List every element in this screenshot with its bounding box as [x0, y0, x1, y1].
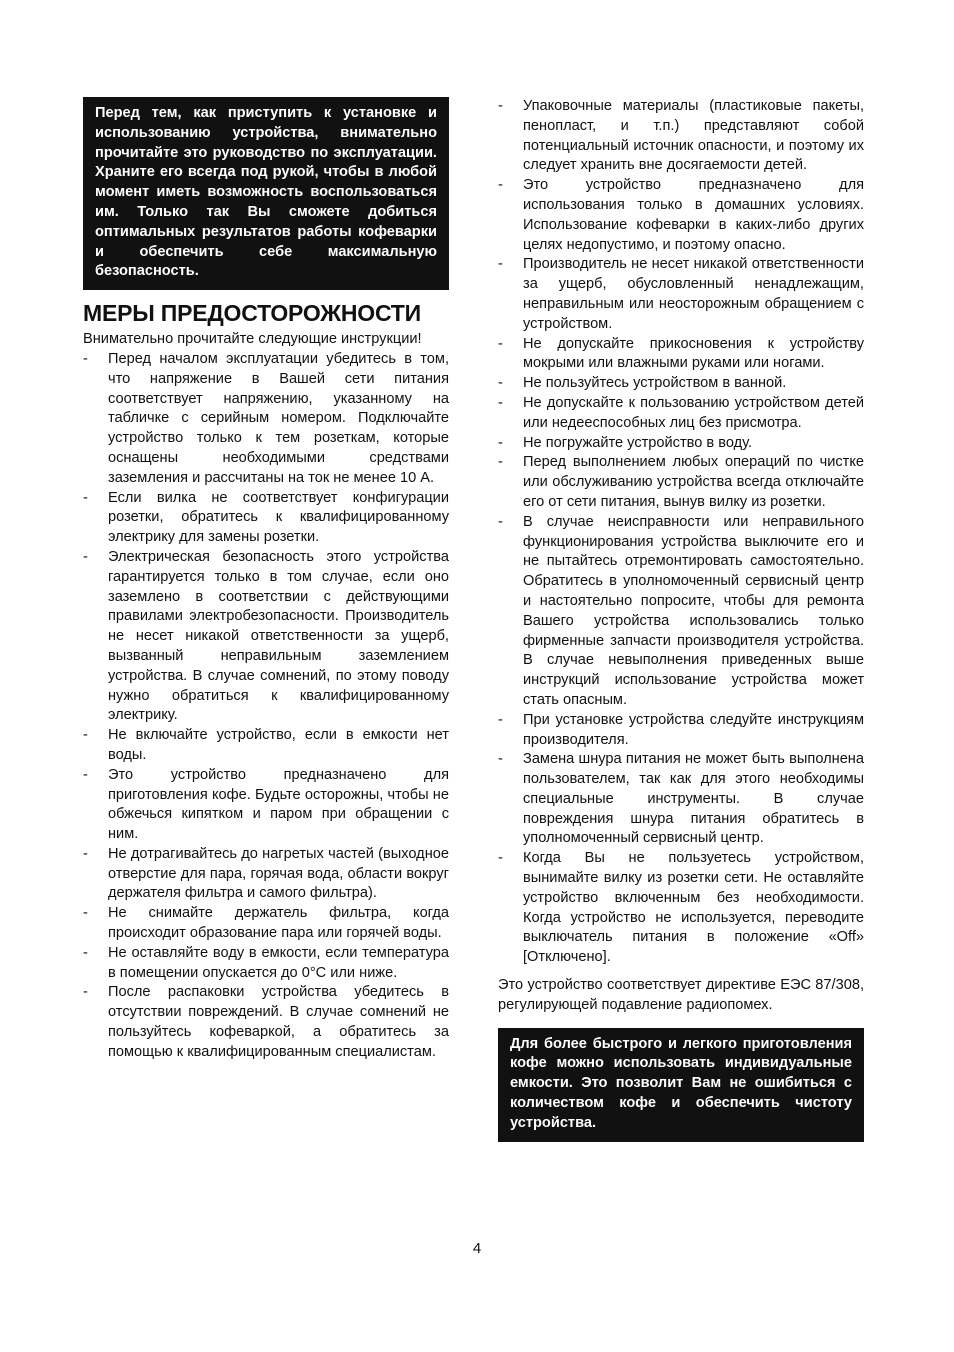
- bullet-dash: -: [498, 711, 503, 728]
- list-item: [498, 335, 864, 375]
- list-item-text: Это устройство предназначено для использования только в домашних условиях. Использование кофеварки в каких-либо других целях недопустимо, и поэтому опасно.: [523, 177, 864, 253]
- list-item-text: Перед началом эксплуатации убедитесь в том, что напряжение в Вашей сети питания соответствует напряжению, указанному на табличке с серийным номером. Подключайте устройство только к тем розеткам, которые оснащены необходимыми средствами заземления и рассчитаны на ток не менее 10 А.: [108, 350, 449, 486]
- list-item-text: Не включайте устройство, если в емкости нет воды.: [108, 727, 449, 763]
- list-item-text: Не пользуйтесь устройством в ванной.: [523, 375, 787, 392]
- bullet-dash: -: [498, 256, 503, 273]
- bullet-dash: -: [83, 845, 88, 862]
- right-column: [498, 97, 864, 1142]
- bullet-dash: -: [498, 394, 503, 411]
- list-item-text: В случае неисправности или неправильного функционирования устройства выключите его и не пытайтесь отремонтировать самостоятельно. Обратитесь в уполномоченный сервисный центр и настоятельно попросите, чтобы для ремонта Вашего устройства использовались только фирменные запчасти производителя устройства. В случае невыполнения приведенных выше инструкций использование устройства может стать опасным.: [523, 513, 864, 708]
- directive-text: Это устройство соответствует директиве ЕЭС 87/308, регулирующей подавление радиопомех.: [498, 977, 864, 1013]
- bullet-dash: -: [498, 375, 503, 392]
- bullet-dash: -: [498, 434, 503, 451]
- list-item: [498, 453, 864, 512]
- bullet-dash: -: [498, 335, 503, 352]
- bullet-dash: -: [83, 350, 88, 367]
- list-item: [498, 849, 864, 968]
- list-item: [498, 711, 864, 751]
- list-item: [498, 255, 864, 334]
- list-item: [83, 726, 449, 766]
- list-item-text: Не погружайте устройство в воду.: [523, 434, 753, 451]
- list-item: [498, 97, 864, 176]
- list-item: [498, 394, 864, 434]
- left-column: [83, 97, 449, 1063]
- list-item-text: Не дотрагивайтесь до нагретых частей (выходное отверстие для пара, горячая вода, области вокруг держателя фильтра и самого фильтра).: [108, 845, 449, 902]
- list-item-text: Не снимайте держатель фильтра, когда происходит образование пара или горячей воды.: [108, 905, 449, 942]
- list-item: [83, 944, 449, 984]
- list-item-text: Не допускайте к пользованию устройством детей или недееспособных лиц без присмотра.: [523, 394, 864, 431]
- notice-box-top: Перед тем, как приступить к установке и использованию устройства, внимательно прочитайте это руководство по эксплуатации. Храните его всегда под рукой, чтобы в любой момент иметь возможность воспользоваться им. Только так Вы сможете добиться оптимальных результатов работы кофеварки и обеспечить себе максимальную безопасность.: [83, 97, 449, 290]
- list-item: [498, 374, 864, 394]
- precautions-list-right: [498, 97, 864, 968]
- list-item-text: После распаковки устройства убедитесь в отсутствии повреждений. В случае сомнений не пользуйтесь кофеваркой, а обратитесь за помощью к квалифицированным специалистам.: [108, 984, 449, 1060]
- bullet-dash: -: [83, 489, 88, 506]
- list-item: [83, 845, 449, 904]
- list-item: [498, 176, 864, 255]
- list-item: [498, 434, 864, 454]
- intro-text: Внимательно прочитайте следующие инструкции!: [83, 331, 422, 348]
- bullet-dash: -: [498, 454, 503, 471]
- bullet-dash: -: [83, 548, 88, 565]
- list-item-text: Упаковочные материалы (пластиковые пакеты, пенопласт, и т.п.) представляют собой потенциальный источник опасности, и поэтому их следует хранить вне досягаемости детей.: [523, 98, 864, 174]
- list-item: [83, 489, 449, 548]
- list-item-text: Когда Вы не пользуетесь устройством, вынимайте вилку из розетки сети. Не оставляйте устройство включенным без необходимости. Когда устройство не используется, переводите выключатель питания в положение «Off» [Отключено].: [523, 850, 864, 966]
- section-heading: МЕРЫ ПРЕДОСТОРОЖНОСТИ: [83, 300, 421, 327]
- bullet-dash: -: [83, 984, 88, 1001]
- list-item: [498, 513, 864, 711]
- bullet-dash: -: [498, 850, 503, 867]
- list-item-text: Это устройство предназначено для приготовления кофе. Будьте осторожны, чтобы не обжечься кипятком и паром при обращении с ним.: [108, 766, 449, 843]
- bullet-dash: -: [498, 513, 503, 530]
- list-item-text: Замена шнура питания не может быть выполнена пользователем, так как для этого необходимы специальные инструменты. В случае повреждения шнура питания обратитесь в уполномоченный сервисный центр.: [523, 751, 864, 847]
- list-item: [498, 750, 864, 849]
- list-item-text: Не оставляйте воду в емкости, если температура в помещении опускается до 0°С или ниже.: [108, 944, 449, 981]
- list-item-text: При установке устройства следуйте инструкциям производителя.: [523, 711, 864, 748]
- list-item: [83, 983, 449, 1062]
- list-item: [83, 766, 449, 845]
- list-item-text: Не допускайте прикосновения к устройству мокрыми или влажными руками или ногами.: [523, 335, 864, 372]
- list-item-text: Электрическая безопасность этого устройства гарантируется только в том случае, если оно заземлено в соответствии с действующими правилами электробезопасности. Производитель не несет никакой ответственности за ущерб, вызванный неправильным заземлением устройства. В случае сомнений, по этому поводу нужно обратиться к квалифицированному электрику.: [108, 548, 449, 724]
- list-item-text: Если вилка не соответствует конфигурации розетки, обратитесь к квалифицированному электрику для замены розетки.: [108, 489, 449, 546]
- list-item-text: Перед выполнением любых операций по чистке или обслуживанию устройства всегда отключайте его от сети питания, вынув вилку из розетки.: [523, 454, 864, 510]
- bullet-dash: -: [83, 766, 88, 783]
- notice-box-bottom: Для более быстрого и легкого приготовления кофе можно использовать индивидуальные емкости. Это позволит Вам не ошибиться с количеством кофе и обеспечить чистоту устройства.: [498, 1028, 864, 1142]
- bullet-dash: -: [498, 177, 503, 194]
- page-number: 4: [472, 1240, 482, 1257]
- list-item: [83, 548, 449, 726]
- list-item: [83, 904, 449, 944]
- bullet-dash: -: [83, 905, 88, 922]
- bullet-dash: -: [83, 727, 88, 744]
- bullet-dash: -: [498, 751, 503, 768]
- list-item: [83, 350, 449, 489]
- bullet-dash: -: [83, 944, 88, 961]
- list-item-text: Производитель не несет никакой ответственности за ущерб, обусловленный ненадлежащим, неправильным или неосторожным обращением с устройством.: [523, 256, 864, 332]
- bullet-dash: -: [498, 98, 503, 114]
- precautions-list-left: [83, 350, 449, 1063]
